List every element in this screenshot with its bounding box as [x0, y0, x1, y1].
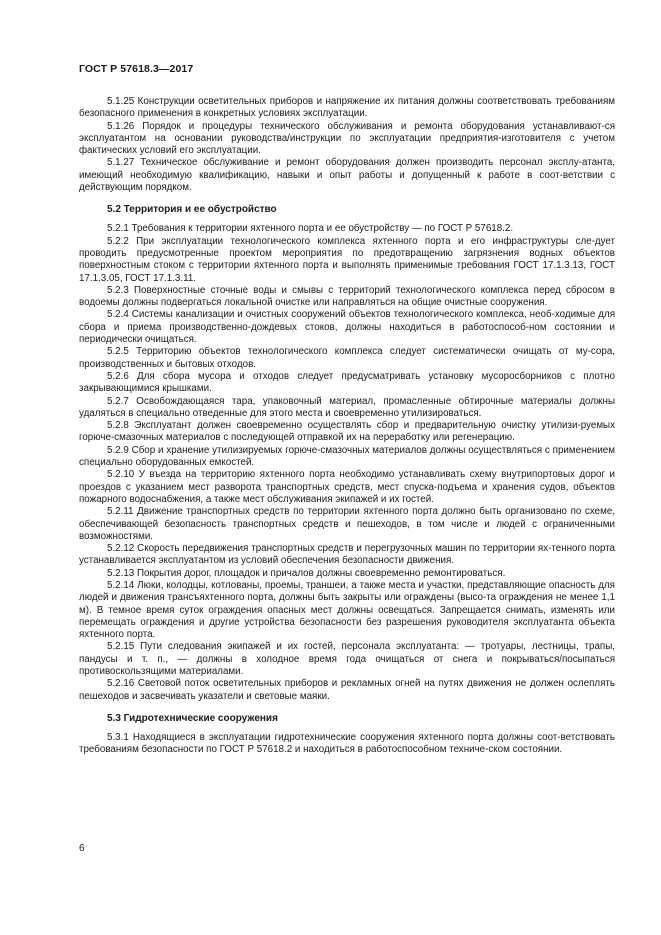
paragraph-5-2-9: 5.2.9 Сбор и хранение утилизируемых горюче-смазочных материалов должны осуществляться с применением специально оборудованных емкостей.	[79, 444, 615, 469]
paragraph-5-2-8: 5.2.8 Эксплуатант должен своевременно осуществлять сбор и предварительную очистку утилизи-руемых горюче-смазочных материалов с последующей отправкой их на переработку или регенерацию.	[79, 420, 615, 444]
document-header: ГОСТ Р 57618.3—2017	[79, 63, 194, 75]
section-heading-5-2: 5.2 Территория и ее обустройство	[107, 204, 277, 216]
paragraph-5-2-5: 5.2.5 Территорию объектов технологического комплекса следует систематически очищать от му-сора, производственных и бытовых отходов.	[79, 346, 615, 370]
paragraph-5-2-13: 5.2.13 Покрытия дорог, площадок и причалов должны своевременно ремонтироваться.	[107, 567, 506, 579]
paragraph-5-2-15: 5.2.15 Пути следования экипажей и их гостей, персонала эксплуатанта: — тротуары, лестницы, трапы, пандусы и т. п., — должны в холодное время года очищаться от снега и покрываться/посыпаться противоскользящими материалами.	[79, 641, 615, 678]
paragraph-5-2-3: 5.2.3 Поверхностные сточные воды и смывы с территорий технологического комплекса перед сбросом в водоемы должны подвергаться локальной очистке или направляться на общие очистные сооружения.	[79, 284, 615, 309]
paragraph-5-2-10: 5.2.10 У въезда на территорию яхтенного порта необходимо устанавливать схему внутрипортовых дорог и проездов с указанием мест разворота транспортных средств, мест спуска-подъема и хранения судов, объектов пожарного водоснабжения, а также мест обслуживания экипажей и их гостей.	[79, 469, 615, 505]
paragraph-5-1-26: 5.1.26 Порядок и процедуры технического обслуживания и ремонта оборудования устанавливают-ся эксплуатантом на основании руководства/инструкции по эксплуатации предприятия-изготовителя с учетом фактических условий его эксплуатации.	[79, 120, 615, 157]
paragraph-5-3-1: 5.3.1 Находящиеся в эксплуатации гидротехнические сооружения яхтенного порта должны соот-ветствовать требованиям безопасности по ГОСТ Р 57618.2 и находиться в работоспособном техниче-ском состоянии.	[79, 731, 615, 756]
paragraph-5-2-1: 5.2.1 Требования к территории яхтенного порта и ее обустройству — по ГОСТ Р 57618.2.	[107, 223, 514, 235]
page-number: 6	[79, 843, 85, 854]
paragraph-5-2-4: 5.2.4 Системы канализации и очистных сооружений объектов технологического комплекса, необ-ходимые для сбора и приема производственно-дождевых стоков, должны находиться в работоспособ-ном состоянии и периодически очищаться.	[79, 309, 615, 346]
paragraph-5-2-7: 5.2.7 Освобождающаяся тара, упаковочный материал, промасленные обтирочные материалы должны удаляться в специально отведенные для этого места и своевременно утилизироваться.	[79, 395, 615, 419]
paragraph-5-2-6: 5.2.6 Для сбора мусора и отходов следует предусматривать установку мусоросборников с плотно закрывающимися крышками.	[79, 370, 615, 395]
document-body	[79, 96, 615, 757]
paragraph-5-2-14: 5.2.14 Люки, колодцы, котлованы, проемы, траншеи, а также места и участки, представляющие опасность для людей и движения трансъяхтенного порта, должны быть закрыты или ограждены (высо-та ограждения не менее 1,1 м). В темное время суток ограждения опасных мест должны освещаться. Запрещается снимать, изменять или перемещать ограждения и другие устройства безопасности без разрешения руководителя эксплуатанта объекта яхтенного порта.	[79, 579, 615, 641]
section-heading-5-3: 5.3 Гидротехнические сооружения	[107, 712, 278, 724]
paragraph-5-2-12: 5.2.12 Скорость передвижения транспортных средств и перегрузочных машин по территории ях-тенного порта устанавливается эксплуатантом из условий обеспечения безопасности движения.	[79, 543, 615, 567]
paragraph-5-2-11: 5.2.11 Движение транспортных средств по территории яхтенного порта должно быть организовано по схеме, обеспечивающей безопасность транспортных средств и пешеходов, в том числе и людей с ограниченными возможностями.	[79, 506, 615, 542]
paragraph-5-1-25: 5.1.25 Конструкции осветительных приборов и напряжение их питания должны соответствовать требованиям безопасного применения в конкретных условиях эксплуатации.	[79, 96, 615, 120]
paragraph-5-2-16: 5.2.16 Световой поток осветительных приборов и рекламных огней на путях движения не должен ослеплять пешеходов и засвечивать указатели и световые маяки.	[79, 678, 615, 702]
paragraph-5-2-2: 5.2.2 При эксплуатации технологического комплекса яхтенного порта и его инфраструктуры сле-дует проводить предусмотренные проектом мероприятия по предотвращению загрязнения водных объектов поверхностным стоком с территории яхтенного порта и выполнять применимые требования ГОСТ 17.1.3.13, ГОСТ 17.1.3.05, ГОСТ 17.1.3.11.	[79, 235, 615, 284]
paragraph-5-1-27: 5.1.27 Техническое обслуживание и ремонт оборудования должен производить персонал эксплу-атанта, имеющий необходимую квалификацию, навыки и опыт работы и допущенный к работе в соот-ветствии с действующим порядком.	[79, 157, 615, 194]
